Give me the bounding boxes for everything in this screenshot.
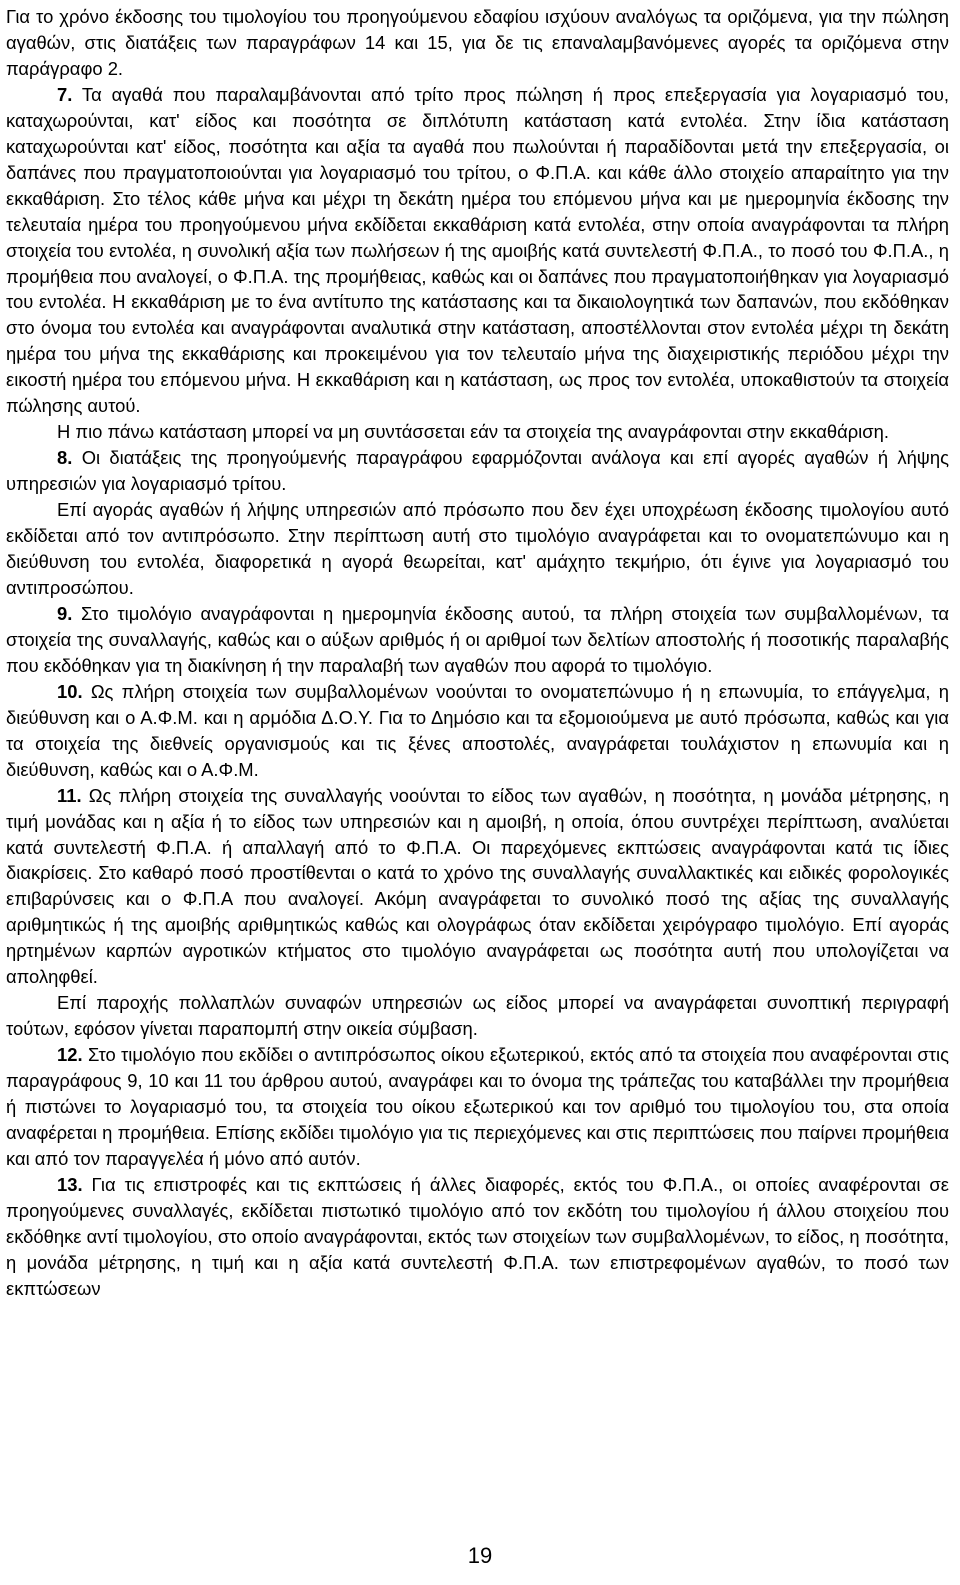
paragraph-text: Για τις επιστροφές και τις εκπτώσεις ή άλλες διαφορές, εκτός του Φ.Π.Α., οι οποίες αναφέρονται σε προηγούμενες συναλλαγές, εκδίδεται πιστωτικό τιμολόγιο από τον εκδότη του τιμολογίου ή άλλου στοιχείου που εκδόθηκε αντί τιμολογίου, στο οποίο αναγράφονται, εκτός των στοιχείων των συμβαλλομένων, το είδος, η ποσότητα, η μονάδα μέτρησης, η τιμή και η αξία κατά συντελεστή Φ.Π.Α. των επιστρεφομένων αγαθών, το ποσό των εκπτώσεων [6, 1173, 949, 1299]
paragraph-number: 10. [57, 680, 83, 702]
paragraph-text: Επί αγοράς αγαθών ή λήψης υπηρεσιών από πρόσωπο που δεν έχει υποχρέωση έκδοσης τιμολογίου αυτό εκδίδεται από τον αντιπρόσωπο. Στην περίπτωση αυτή στο τιμολόγιο αναγράφεται και το ονοματεπώνυμο και η διεύθυνση του εντολέα, διαφορετικά η αγορά θεωρείται, κατ' αμάχητο τεκμήριο, ότι έγινε για λογαριασμό του αντιπροσώπου. [6, 499, 949, 598]
document-body [6, 4, 949, 1302]
paragraph [6, 497, 949, 601]
paragraph-text: Επί παροχής πολλαπλών συναφών υπηρεσιών ως είδος μπορεί να αναγράφεται συνοπτική περιγραφή τούτων, εφόσον γίνεται παραπομπή στην οικεία σύμβαση. [6, 992, 949, 1040]
paragraph-number: 12. [57, 1044, 83, 1066]
page-number: 19 [467, 1543, 493, 1568]
paragraph-text: Στο τιμολόγιο που εκδίδει ο αντιπρόσωπος οίκου εξωτερικού, εκτός από τα στοιχεία που αναφέρονται στις παραγράφους 9, 10 και 11 του άρθρου αυτού, αναγράφει και το όνομα της τράπεζας του καταβάλλει την προμήθεια ή πιστώνει το λογαριασμό του, τα στοιχεία του οίκου εξωτερικού και τον αριθμό του τιμολογίου του, στα οποία αναφέρεται η προμήθεια. Επίσης εκδίδει τιμολόγιο για τις περιεχόμενες και στις περιπτώσεις που παίρνει προμήθεια και από τον παραγγελέα ή μόνο από αυτόν. [6, 1044, 949, 1169]
paragraph-text: Ως πλήρη στοιχεία των συμβαλλομένων νοούνται το ονοματεπώνυμο ή η επωνυμία, το επάγγελμα, η διεύθυνση και ο Α.Φ.Μ. και η αρμόδια Δ.Ο.Υ. Για το Δημόσιο και τα εξομοιούμενα με αυτό πρόσωπα, καθώς και για τα στοιχεία της διεθνείς οργανισμούς και τις ξένες αποστολές, αναγράφεται τουλάχιστον η επωνυμία και η διεύθυνση, καθώς και ο Α.Φ.Μ. [6, 680, 949, 780]
paragraph-number: 11. [57, 784, 82, 806]
paragraph-number: 7. [57, 83, 73, 105]
paragraph-text: Στο τιμολόγιο αναγράφονται η ημερομηνία έκδοσης αυτού, τα πλήρη στοιχεία των συμβαλλομένων, τα στοιχεία της συναλλαγής, καθώς και ο αύξων αριθμός ή οι αριθμοί των δελτίων αποστολής ή ποσοτικής παραλαβής που εκδόθηκαν για τη διακίνηση ή την παραλαβή των αγαθών που αφορά το τιμολόγιο. [6, 602, 949, 676]
paragraph [6, 419, 949, 445]
paragraph-text: Ως πλήρη στοιχεία της συναλλαγής νοούνται το είδος των αγαθών, η ποσότητα, η μονάδα μέτρησης, η τιμή μονάδας και η αξία ή το είδος των υπηρεσιών και η αμοιβή, η οποία, όπου συντρέχει περίπτωση, αναλύεται κατά συντελεστή Φ.Π.Α. ή απαλλαγή από το Φ.Π.Α. Οι παρεχόμενες εκπτώσεις αναγράφονται κατά τις ίδιες διακρίσεις. Στο καθαρό ποσό προστίθενται ο κατά το χρόνο της συναλλαγής συναλλακτικές και ειδικές φορολογικές επιβαρύνσεις και ο Φ.Π.Α που αναλογεί. Ακόμη αναγράφεται το συνολικό ποσό της αξίας της συναλλαγής αριθμητικώς ή της αμοιβής αριθμητικώς καθώς και ολογράφως όταν εκδίδεται χειρόγραφο τιμολόγιο. Επί αγοράς ηρτημένων καρπών αγροτικών κτήματος στο τιμολόγιο αναγράφεται ως ποσότητα αυτή που υπολογίζεται να αποληφθεί. [6, 784, 949, 988]
paragraph [6, 445, 949, 497]
paragraph-text: Τα αγαθά που παραλαμβάνονται από τρίτο προς πώληση ή προς επεξεργασία για λογαριασμό του, καταχωρούνται, κατ' είδος και ποσότητα σε διπλότυπη κατάσταση κατά εντολέα. Στην ίδια κατάσταση καταχωρούνται κατ' είδος, ποσότητα και αξία τα αγαθά που πωλούνται ή παραδίδονται μετά την επεξεργασία, οι δαπάνες που πραγματοποιούνται για λογαριασμό του τρίτου, ο Φ.Π.Α. και κάθε άλλο στοιχείο απαραίτητο για την εκκαθάριση. Στο τέλος κάθε μήνα και μέχρι τη δεκάτη ημέρα του επόμενου μήνα και με ημερομηνία έκδοσης την τελευταία ημέρα του προηγούμενου μήνα εκδίδεται εκκαθάριση κατά εντολέα, στην οποία αναγράφονται τα πλήρη στοιχεία του εντολέα, η συνολική αξία των πωλήσεων ή της αμοιβής κατά συντελεστή Φ.Π.Α., το ποσό του Φ.Π.Α., η προμήθεια που αναλογεί, ο Φ.Π.Α. της προμήθειας, καθώς και οι δαπάνες που πραγματοποιήθηκαν για λογαριασμό του εντολέα. Η εκκαθάριση με το ένα αντίτυπο της κατάστασης και τα δικαιολογητικά των δαπανών, που εκδόθηκαν στο όνομα του εντολέα και αναγράφονται αναλυτικά στην κατάσταση, αποστέλλονται στον εντολέα μέχρι τη δεκάτη ημέρα του μήνα της εκκαθάρισης και προκειμένου για τον τελευταίο μήνα της διαχειριστικής περιόδου μέχρι την εικοστή ημέρα του επόμενου μήνα. Η εκκαθάριση και η κατάσταση, ως προς τον εντολέα, υποκαθιστούν τα στοιχεία πώλησης αυτού. [6, 83, 950, 417]
paragraph [6, 1172, 949, 1302]
paragraph-number: 13. [57, 1173, 83, 1195]
paragraph-text: Οι διατάξεις της προηγούμενής παραγράφου εφαρμόζονται ανάλογα και επί αγορές αγαθών ή λήψης υπηρεσιών για λογαριασμό τρίτου. [6, 447, 949, 495]
paragraph [6, 1042, 949, 1172]
paragraph [6, 4, 949, 82]
paragraph [6, 82, 949, 419]
paragraph [6, 783, 949, 991]
paragraph [6, 990, 949, 1042]
paragraph-number: 9. [57, 602, 73, 624]
paragraph-number: 8. [57, 447, 73, 469]
paragraph-text: Η πιο πάνω κατάσταση μπορεί να μη συντάσσεται εάν τα στοιχεία της αναγράφονται στην εκκαθάριση. [57, 421, 889, 443]
paragraph-text: Για το χρόνο έκδοσης του τιμολογίου του προηγούμενου εδαφίου ισχύουν αναλόγως τα οριζόμενα, για την πώληση αγαθών, στις διατάξεις των παραγράφων 14 και 15, για δε τις επαναλαμβανόμενες αγορές τα οριζόμενα στην παράγραφο 2. [6, 6, 949, 79]
paragraph [6, 601, 949, 679]
paragraph [6, 679, 949, 783]
